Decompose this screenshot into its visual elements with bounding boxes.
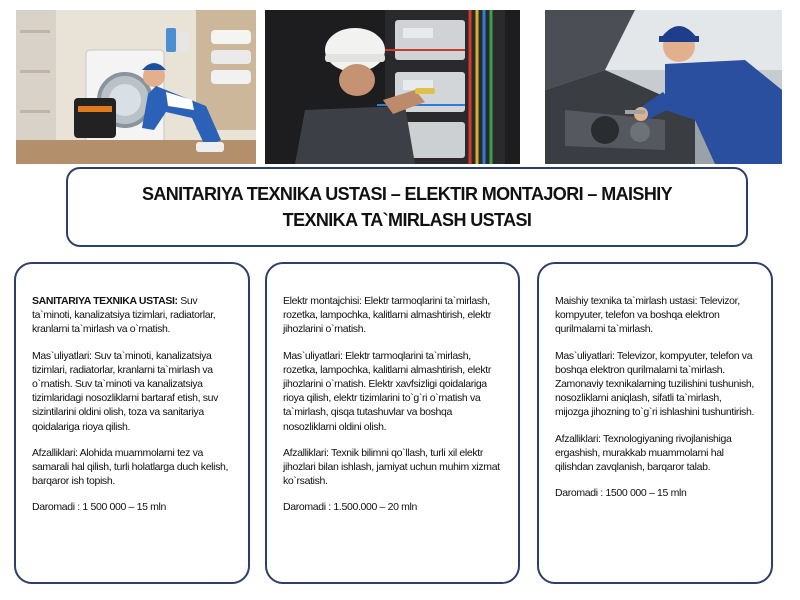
mechanic-photo	[545, 10, 782, 164]
card-benefits-text: Alohida muammolarni tez va samarali hal qilish, turli holatlarga duch kelish, barqaror ish topish.	[32, 446, 229, 488]
card-duties-text: Suv ta`minoti, kanalizatsiya tizimlari, radiatorlar, kranlarni ta`mirlash va o`rnatish. Suv ta`minoti va kanalizatsiya tizimlaridagi nosozliklarni bartaraf etish, suv sizintilarini oldini olish, toza va sanitariya qoidalariga rioya qilish.	[32, 349, 219, 433]
plumber-photo	[16, 10, 256, 164]
card-duties-label: Mas`uliyatlari:	[555, 349, 615, 362]
electrician-card	[265, 262, 520, 584]
card-benefits	[283, 446, 504, 489]
card-duties	[32, 349, 234, 434]
card-duties-text: Elektr tarmoqlarini ta`mirlash, rozetka, lampochka, kalitlarni almashtirish, elektr jihozlarini o`rnatish. Elektr xavfsizligi qoidalariga rioya qilish, elektr tizimlarini to`g`ri o`rnatish va ta`mirlash, qisqa tutashuvlar va boshqa nosozliklarni oldini olish.	[283, 349, 491, 433]
card-income: Daromadi : 1500 000 – 15 mln	[555, 487, 687, 500]
card-benefits-label: Afzalliklari:	[32, 446, 78, 459]
card-duties-label: Mas`uliyatlari:	[32, 349, 92, 362]
card-intro	[283, 294, 504, 337]
card-benefits	[32, 446, 234, 489]
card-intro-text: Elektr tarmoqlarini ta`mirlash, rozetka, lampochka, kalitlarni almashtirish, elektr jihozlarini o`rnatish.	[283, 295, 491, 336]
title-box	[66, 167, 748, 247]
card-benefits	[555, 432, 757, 475]
card-intro	[32, 294, 234, 337]
appliance-repair-card	[537, 262, 773, 584]
electrician-photo	[265, 10, 520, 164]
page-title	[87, 181, 727, 233]
electrician-photo-icon	[265, 10, 520, 164]
card-intro	[555, 294, 757, 337]
title-line-1: SANITARIYA TEXNIKA USTASI – ELEKTIR MONTAJORI – MAISHIY	[141, 184, 673, 204]
card-intro-text: Televizor, kompyuter, telefon va boshqa elektron qurilmalarni ta`mirlash.	[555, 295, 740, 336]
card-intro-label: Maishiy texnika ta`mirlash ustasi:	[555, 295, 698, 307]
plumber-photo-icon	[16, 10, 256, 164]
card-benefits-text: Texnik bilimni qo`llash, turli xil elektr jihozlari bilan ishlash, jamiyat uchun muhim xizmat ko`rsatish.	[283, 446, 500, 488]
card-income: Daromadi : 1 500 000 – 15 mln	[32, 501, 167, 514]
card-intro-label: SANITARIYA TEXNIKA USTASI:	[32, 295, 178, 307]
card-duties	[555, 349, 757, 420]
card-benefits-text: Texnologiyaning rivojlanishiga ergashish, murakkab muammolarni hal qilishdan zavqlanish, barqaror talab.	[555, 432, 732, 474]
title-line-2: TEXNIKA TA`MIRLASH USTASI	[282, 210, 532, 230]
card-benefits-label: Afzalliklari:	[283, 446, 329, 459]
plumber-card	[14, 262, 250, 584]
card-benefits-label: Afzalliklari:	[555, 432, 601, 445]
card-duties	[283, 349, 504, 434]
mechanic-photo-icon	[545, 10, 782, 164]
card-duties-label: Mas`uliyatlari:	[283, 349, 343, 362]
card-intro-label: Elektr montajchisi:	[283, 295, 362, 307]
card-income: Daromadi : 1.500.000 – 20 mln	[283, 501, 418, 514]
card-intro-text: Suv ta`minoti, kanalizatsiya tizimlari, radiatorlar, kranlarni ta`mirlash va o`rnatish.	[32, 295, 216, 336]
card-duties-text: Televizor, kompyuter, telefon va boshqa elektron qurilmalarni ta`mirlash. Zamonaviy texnikalarning tuzilishini tushunish, nosozliklarni aniqlash, sifatli ta`mirlash, mijozga jihozning to`g`ri ishlashini tushuntirish.	[555, 349, 755, 419]
